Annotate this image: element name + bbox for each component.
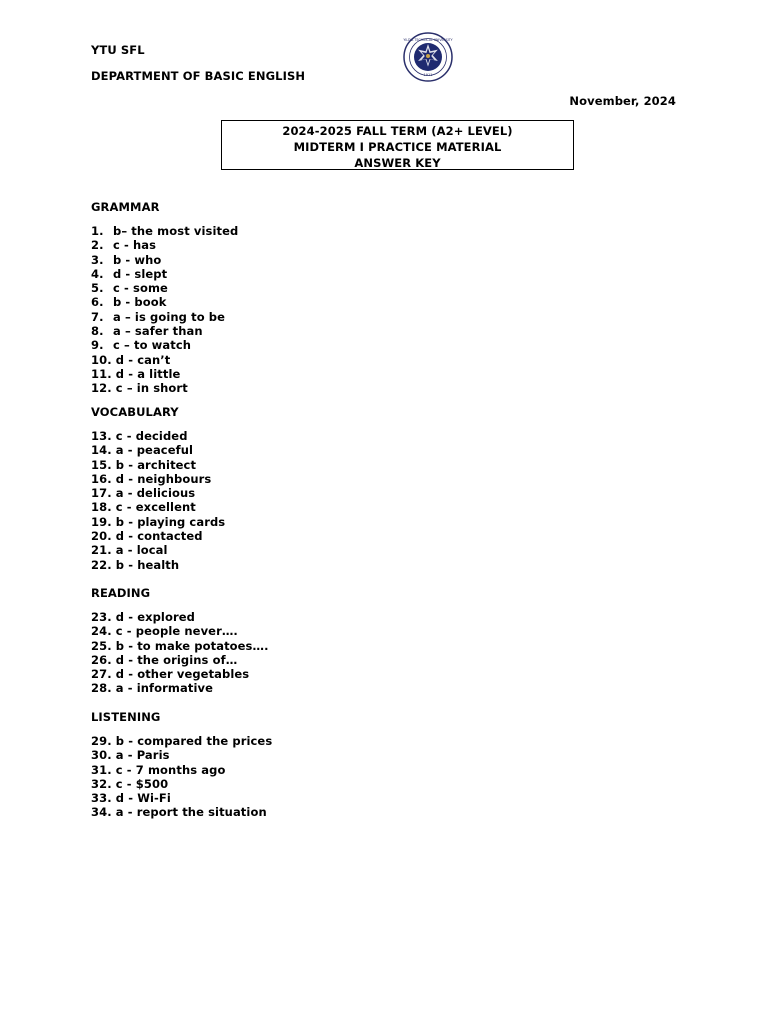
list-item: 30. a - Paris — [91, 748, 170, 763]
list-item: 9. c – to watch — [91, 338, 192, 353]
list-item: 18. c - excellent — [91, 500, 196, 515]
list-item: 15. b - architect — [91, 457, 197, 472]
list-item: 1. b– the most visited — [91, 224, 239, 238]
list-item: 7. a – is going to be — [91, 309, 226, 324]
reading-list — [91, 610, 269, 696]
list-item: 33. d - Wi-Fi — [91, 791, 171, 806]
title-box — [221, 120, 574, 170]
list-item: 24. c - people never…. — [91, 624, 238, 639]
list-item: 19. b - playing cards — [91, 514, 226, 529]
list-item: 2. c - has — [91, 238, 157, 253]
grammar-list — [91, 224, 238, 396]
seal-text: YILDIZ TECHNICAL UNIVERSITY — [403, 38, 453, 42]
list-item: 10. d - can’t — [91, 352, 171, 367]
university-seal-logo — [403, 32, 453, 82]
list-item: 21. a - local — [91, 543, 168, 558]
title-line-1: 2024-2025 FALL TERM (A2+ LEVEL) — [282, 124, 513, 138]
list-item: 22. b - health — [91, 557, 180, 572]
list-item: 32. c - $500 — [91, 776, 169, 791]
list-item: 17. a - delicious — [91, 486, 196, 501]
list-item: 31. c - 7 months ago — [91, 762, 226, 777]
listening-heading: LISTENING — [91, 710, 161, 724]
document-date: November, 2024 — [569, 94, 676, 108]
title-line-3: ANSWER KEY — [354, 156, 441, 170]
list-item: 23. d - explored — [91, 610, 195, 624]
list-item: 16. d - neighbours — [91, 471, 212, 486]
title-line-2: MIDTERM I PRACTICE MATERIAL — [293, 140, 502, 154]
list-item: 13. c - decided — [91, 429, 188, 443]
list-item: 20. d - contacted — [91, 529, 203, 544]
grammar-heading: GRAMMAR — [91, 200, 160, 214]
vocabulary-heading: VOCABULARY — [91, 405, 179, 419]
list-item: 4. d - slept — [91, 266, 168, 281]
list-item: 3. b - who — [91, 252, 162, 267]
vocabulary-list — [91, 429, 225, 572]
list-item: 11. d - a little — [91, 366, 181, 381]
reading-heading: READING — [91, 586, 151, 600]
listening-list — [91, 734, 272, 820]
list-item: 14. a - peaceful — [91, 443, 194, 458]
list-item: 34. a - report the situation — [91, 805, 267, 820]
list-item: 29. b - compared the prices — [91, 734, 273, 748]
list-item: 26. d - the origins of… — [91, 652, 238, 667]
list-item: 28. a - informative — [91, 681, 213, 696]
department-name: DEPARTMENT OF BASIC ENGLISH — [91, 69, 306, 83]
list-item: 12. c – in short — [91, 381, 188, 396]
list-item: 6. b - book — [91, 295, 167, 310]
list-item: 27. d - other vegetables — [91, 667, 250, 682]
org-name: YTU SFL — [91, 43, 145, 57]
list-item: 25. b - to make potatoes…. — [91, 638, 269, 653]
list-item: 8. a – safer than — [91, 324, 203, 339]
seal-year: 1911 — [423, 73, 433, 77]
list-item: 5. c - some — [91, 281, 168, 296]
